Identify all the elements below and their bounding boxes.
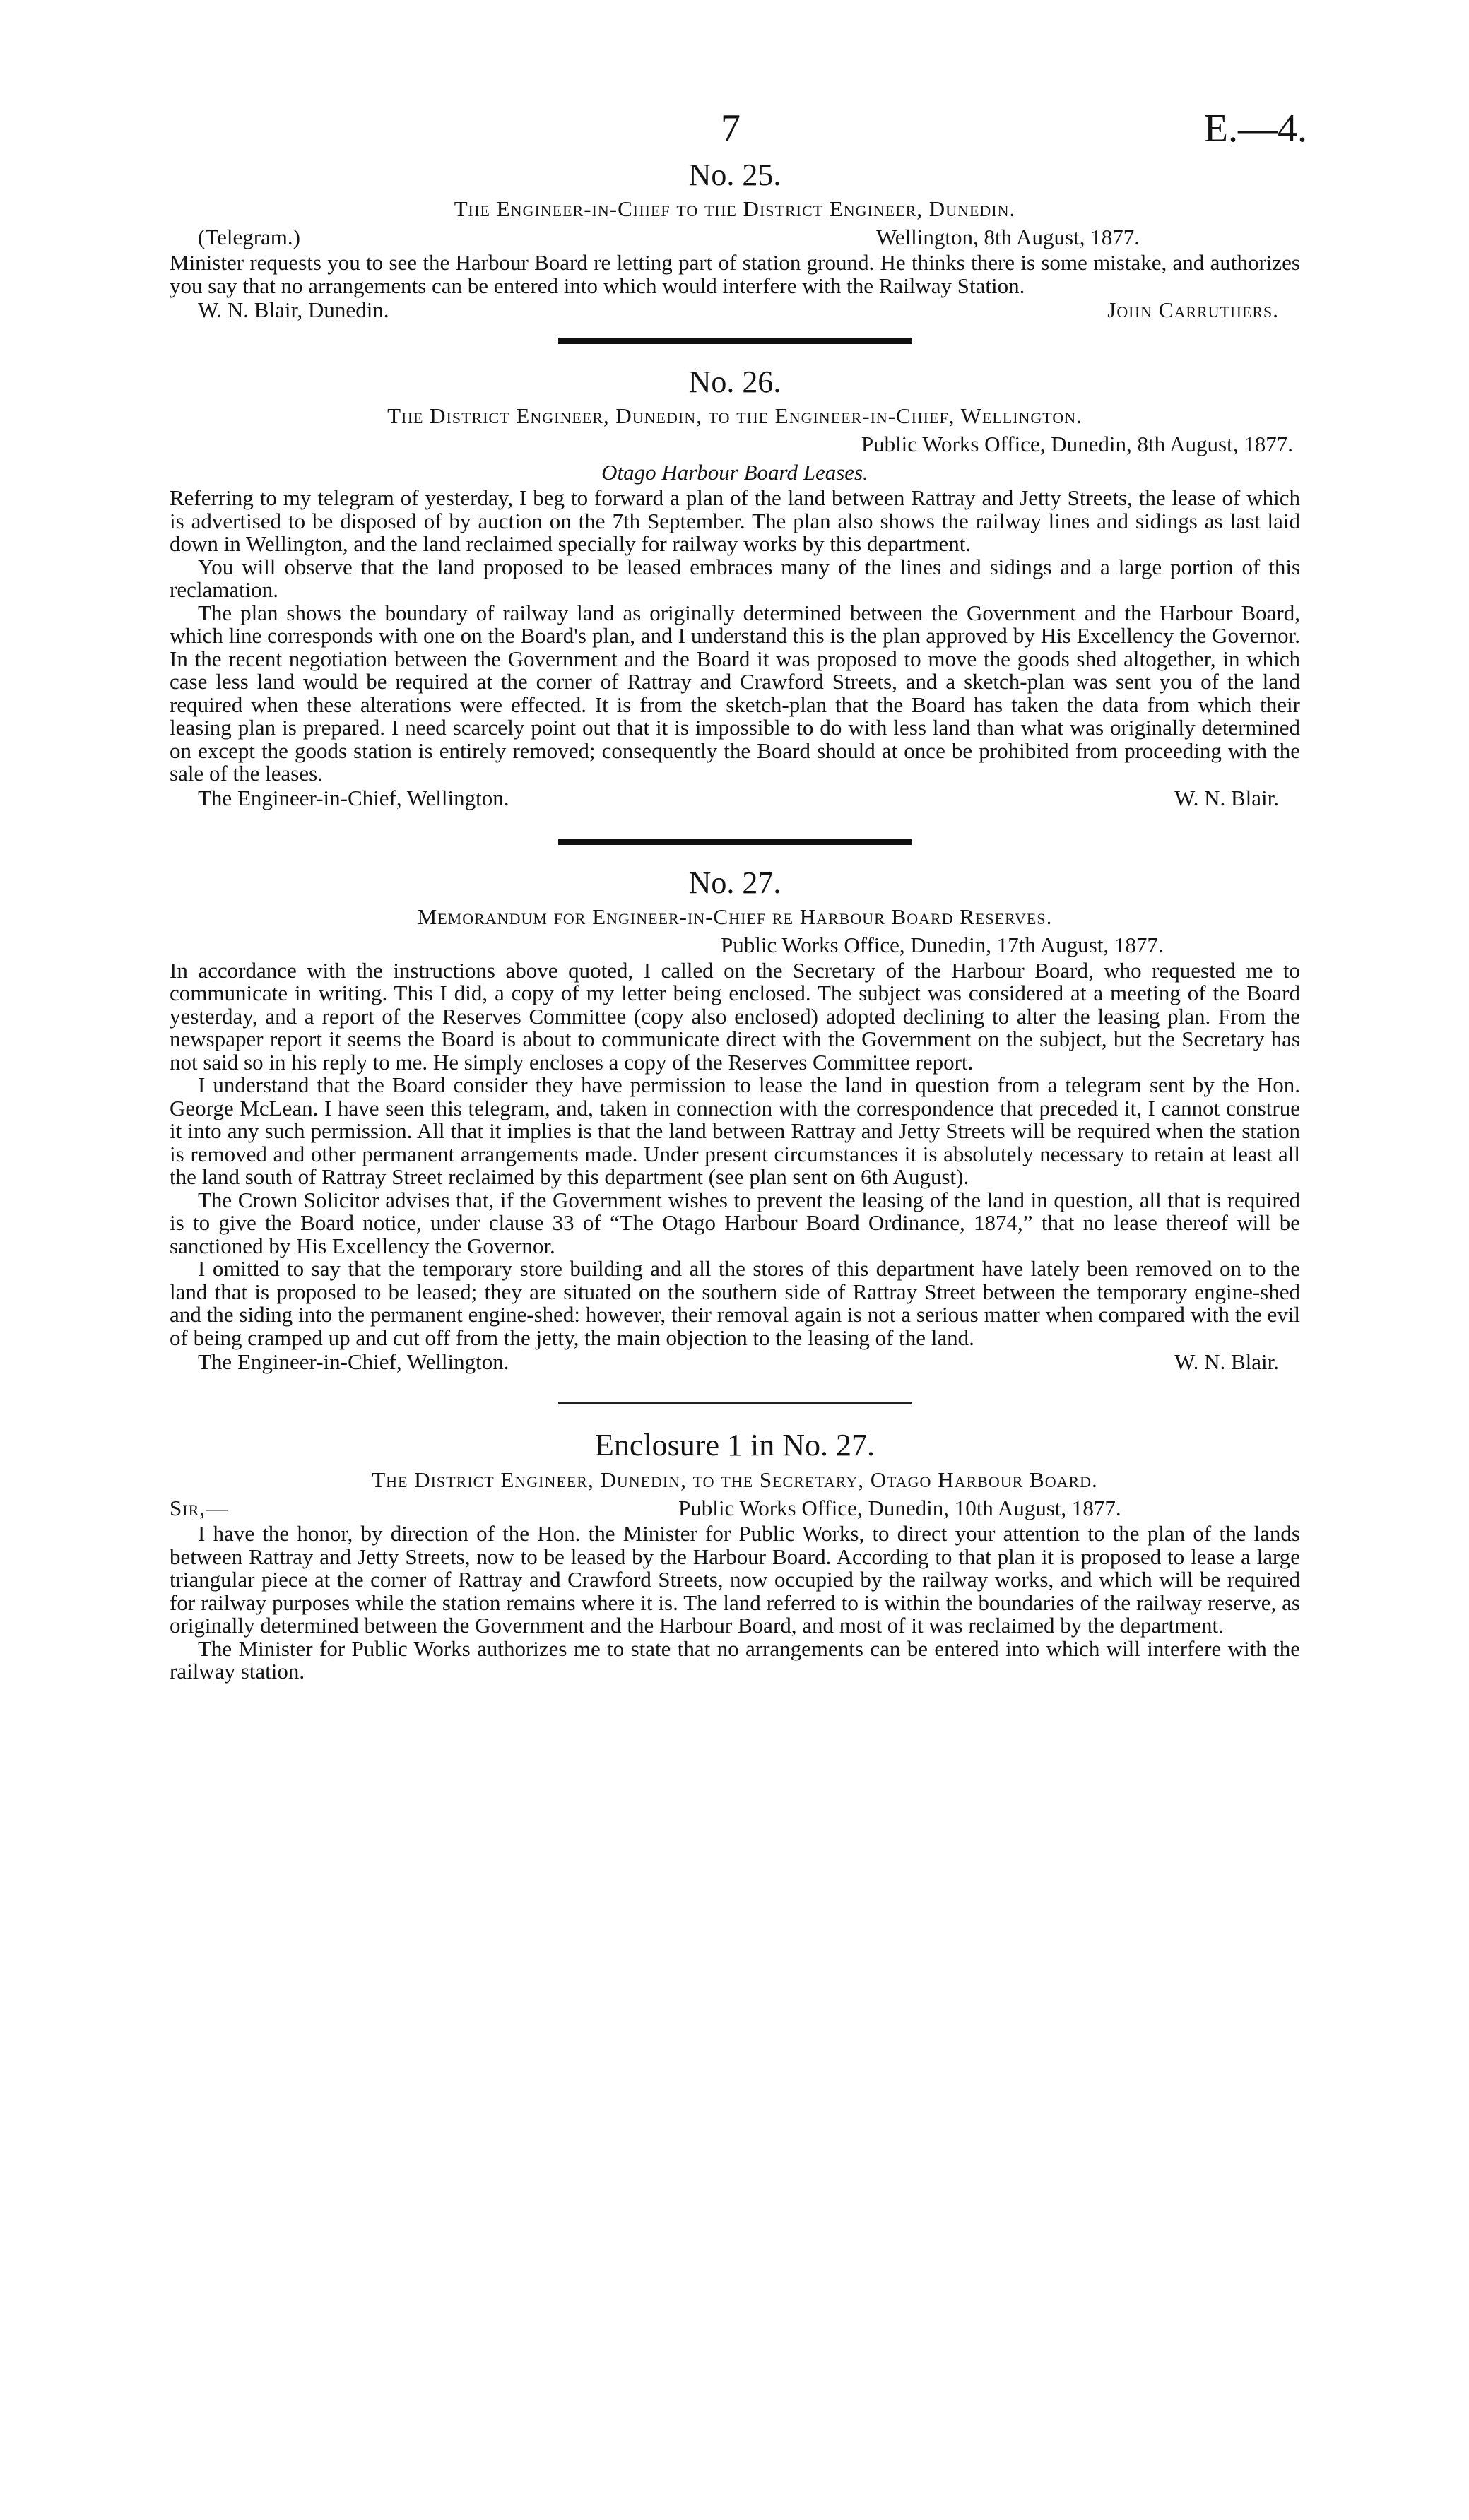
section-from-to: The District Engineer, Dunedin, to the Engineer-in-Chief, Wellington. <box>387 403 1082 428</box>
document-reference: E.—4. <box>1203 107 1307 150</box>
signature-row <box>170 786 1300 811</box>
place-date-row <box>170 430 1300 459</box>
section-title: No. 27. <box>688 865 781 900</box>
enclosure-title: Enclosure 1 in No. 27. <box>595 1428 875 1462</box>
telegram-row <box>170 223 1300 252</box>
section-divider <box>558 839 912 845</box>
section-title: No. 25. <box>688 158 781 192</box>
letter-subject: Otago Harbour Board Leases. <box>601 460 868 485</box>
signature-row <box>170 297 1300 323</box>
section-enclosure-1 <box>170 1425 1300 1684</box>
paragraph: I understand that the Board consider they have permission to lease the land in question from a telegram sent by the Hon. George McLean. I have seen this telegram, and, taken in connection with the correspondence that preceded it, I cannot construe it into any such permission. All that it implies is that the land between Rattray and Jetty Streets will be required when the station is removed and other permanent arrangements made. Under present circumstances it is absolutely necessary to retain at least all the land south of Rattray Street reclaimed by this department (see plan sent on 6th August). <box>170 1072 1300 1189</box>
place-date: Public Works Office, Dunedin, 8th August, 1877. <box>861 432 1293 456</box>
place-date: Public Works Office, Dunedin, 10th August, 1877. <box>678 1496 1121 1520</box>
signature: W. N. Blair. <box>1174 785 1279 810</box>
memorandum-heading: Memorandum for Engineer-in-Chief re Harbour Board Reserves. <box>417 904 1053 929</box>
place-date: Public Works Office, Dunedin, 17th August, 1877. <box>721 932 1164 957</box>
paragraph: The plan shows the boundary of railway land as originally determined between the Government and the Harbour Board, which line corresponds with one on the Board's plan, and I understand this is the plan approved by His Excellency the Governor. In the recent negotiation between the Government and the Board it was proposed to move the goods shed altogether, in which case less land would be required at the corner of Rattray and Crawford Streets, and a sketch-plan was sent you of the land required when these alterations were effected. It is from the sketch-plan that the Board has taken the data from which their leasing plan is prepared. I need scarcely point out that it is impossible to do with less land than what was originally determined on except the goods station is entirely removed; consequently the Board should at once be prohibited from proceeding with the sale of the leases. <box>170 600 1300 786</box>
document-page <box>170 106 1307 1684</box>
section-no-27 <box>170 863 1300 1376</box>
addressee: W. N. Blair, Dunedin. <box>198 297 389 322</box>
paragraph: I omitted to say that the temporary store building and all the stores of this department have lately been removed on to the land that is proposed to be leased; they are situated on the southern side of Rattray Street between the temporary engine-shed and the siding into the permanent engine-shed: however, their removal again is not a serious matter when compared with the evil of being cramped up and cut off from the jetty, the main objection to the leasing of the land. <box>170 1256 1300 1350</box>
page-header <box>170 106 1307 155</box>
signature: John Carruthers. <box>1107 297 1279 322</box>
section-divider <box>558 1402 912 1404</box>
telegram-body: Minister requests you to see the Harbour Board re letting part of station ground. He thinks there is some mistake, and authorizes you say that no arrangements can be entered into which would interfere with the Railway Station. <box>170 250 1300 298</box>
section-title: No. 26. <box>688 365 781 399</box>
section-no-26 <box>170 362 1300 811</box>
page-number: 7 <box>721 107 741 150</box>
telegram-label: (Telegram.) <box>198 225 300 249</box>
section-no-25 <box>170 155 1300 323</box>
section-from-to: The District Engineer, Dunedin, to the Secretary, Otago Harbour Board. <box>372 1467 1098 1492</box>
signature-row <box>170 1349 1300 1375</box>
place-date: Wellington, 8th August, 1877. <box>876 225 1140 249</box>
addressee: The Engineer-in-Chief, Wellington. <box>198 1349 509 1374</box>
section-divider <box>558 338 912 344</box>
paragraph: Referring to my telegram of yesterday, I beg to forward a plan of the land between Rattray and Jetty Streets, the lease of which is advertised to be disposed of by auction on the 7th September. The plan also shows the railway lines and sidings as last laid down in Wellington, and the land reclaimed specially for railway works by this department. <box>170 485 1300 556</box>
paragraph: The Minister for Public Works authorizes me to state that no arrangements can be entered into which will interfere with the railway station. <box>170 1635 1300 1684</box>
signature: W. N. Blair. <box>1174 1349 1279 1374</box>
paragraph: You will observe that the land proposed to be leased embraces many of the lines and sidings and a large portion of this reclamation. <box>170 554 1300 602</box>
paragraph: I have the honor, by direction of the Hon. the Minister for Public Works, to direct your attention to the plan of the lands between Rattray and Jetty Streets, now to be leased by the Harbour Board. According to that plan it is proposed to lease a large triangular piece at the corner of Rattray and Crawford Streets, now occupied by the railway works, and which will be required for railway purposes while the station remains where it is. The land referred to is within the boundaries of the railway reserve, as originally determined between the Government and the Harbour Board, and most of it was reclaimed by the department. <box>170 1521 1300 1638</box>
salutation-row <box>170 1494 1300 1522</box>
paragraph: In accordance with the instructions above quoted, I called on the Secretary of the Harbour Board, who requested me to communicate in writing. This I did, a copy of my letter being enclosed. The subject was considered at a meeting of the Board yesterday, and a report of the Reserves Committee (copy also enclosed) adopted declining to alter the leasing plan. From the newspaper report it seems the Board is about to communicate direct with the Government on the subject, but the Secretary has not said so in his reply to me. He simply encloses a copy of the Reserves Committee report. <box>170 957 1300 1075</box>
section-from-to: The Engineer-in-Chief to the District Engineer, Dunedin. <box>454 196 1016 221</box>
salutation: Sir,— <box>170 1496 228 1520</box>
addressee: The Engineer-in-Chief, Wellington. <box>198 785 509 810</box>
paragraph: The Crown Solicitor advises that, if the Government wishes to prevent the leasing of the land in question, all that is required is to give the Board notice, under clause 33 of “The Otago Harbour Board Ordinance, 1874,” that no lease thereof will be sanctioned by His Excellency the Governor. <box>170 1187 1300 1258</box>
place-date-row <box>170 931 1300 959</box>
